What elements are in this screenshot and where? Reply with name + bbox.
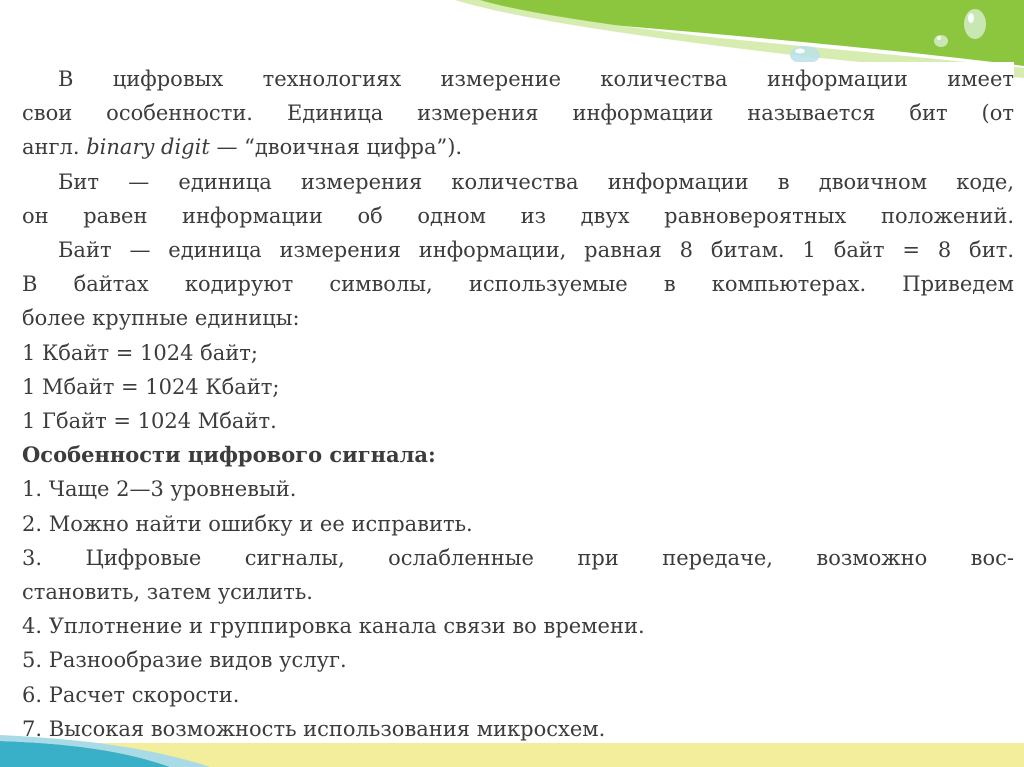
paragraph-line: более крупные единицы:: [22, 306, 300, 331]
text-span: англ.: [22, 135, 80, 160]
list-item: 4. Уплотнение и группировка канала связи во времени.: [22, 614, 645, 639]
list-item: 1. Чаще 2—3 уровневый.: [22, 477, 297, 502]
textbook-text-block: [22, 62, 1014, 741]
paragraph-line: В байтах кодируют символы, используемые в компьютерах. Приведем: [22, 272, 1014, 297]
water-drop-icon: [934, 35, 948, 47]
unit-line: 1 Кбайт = 1024 байт;: [22, 340, 258, 365]
features-heading: Особенности цифрового сигнала:: [22, 442, 436, 468]
list-item: 2. Можно найти ошибку и ее исправить.: [22, 511, 473, 536]
paragraph-line: Бит — единица измерения количества информации в двоичном коде,: [58, 169, 1014, 194]
list-item: 5. Разнообразие видов услуг.: [22, 648, 347, 673]
paragraph-line: свои особенности. Единица измерения информации называется бит (от: [22, 101, 1014, 126]
list-item: 7. Высокая возможность использования микросхем.: [22, 716, 606, 741]
unit-line: 1 Мбайт = 1024 Кбайт;: [22, 374, 280, 399]
list-item: 6. Расчет скорости.: [22, 682, 240, 707]
paragraph-line: В цифровых технологиях измерение количества информации имеет: [58, 67, 1014, 91]
paragraph-line: [22, 130, 1014, 164]
water-drop-icon: [964, 9, 986, 39]
paragraph-line: он равен информации об одном из двух равновероятных положений.: [22, 203, 1014, 228]
list-item-continuation: становить, затем усилить.: [22, 580, 313, 605]
english-term: binary digit: [86, 135, 210, 160]
header-green-swoosh: [470, 0, 1024, 66]
unit-line: 1 Гбайт = 1024 Мбайт.: [22, 409, 277, 434]
paragraph-line: Байт — единица измерения информации, равная 8 битам. 1 байт = 8 бит.: [58, 238, 1014, 263]
list-item: 3. Цифровые сигналы, ослабленные при передаче, возможно вос-: [22, 545, 1014, 570]
text-span: — “двоичная цифра”).: [216, 135, 463, 160]
